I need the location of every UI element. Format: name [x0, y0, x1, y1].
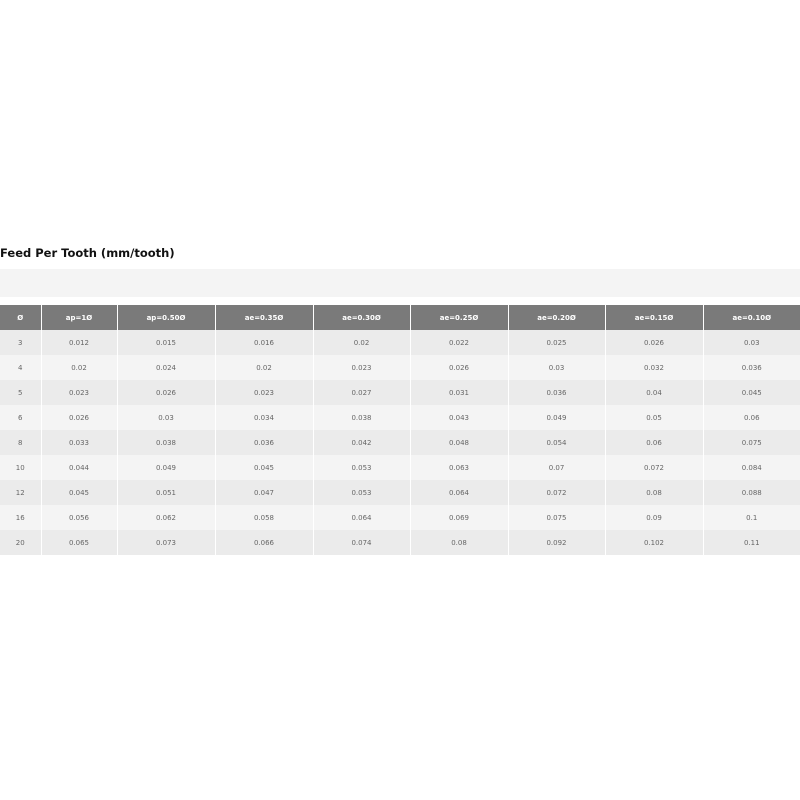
- feed-value-cell: 0.043: [410, 405, 508, 430]
- header-ae-0-15: ae=0.15Ø: [605, 305, 703, 330]
- header-ae-0-20: ae=0.20Ø: [508, 305, 605, 330]
- feed-value-cell: 0.058: [215, 505, 313, 530]
- table-row: [0, 505, 800, 530]
- feed-value-cell: 0.084: [703, 455, 800, 480]
- feed-value-cell: 0.07: [508, 455, 605, 480]
- feed-value-cell: 0.053: [313, 480, 410, 505]
- feed-value-cell: 0.03: [117, 405, 215, 430]
- feed-value-cell: 0.036: [508, 380, 605, 405]
- feed-value-cell: 0.11: [703, 530, 800, 555]
- feed-value-cell: 0.074: [313, 530, 410, 555]
- feed-value-cell: 0.075: [508, 505, 605, 530]
- feed-value-cell: 0.04: [605, 380, 703, 405]
- feed-value-cell: 0.06: [703, 405, 800, 430]
- feed-value-cell: 0.1: [703, 505, 800, 530]
- feed-value-cell: 0.024: [117, 355, 215, 380]
- table-header-row: [0, 305, 800, 330]
- feed-value-cell: 0.065: [41, 530, 117, 555]
- header-ap-0-50: ap=0.50Ø: [117, 305, 215, 330]
- feed-value-cell: 0.075: [703, 430, 800, 455]
- diameter-cell: 20: [0, 530, 41, 555]
- feed-value-cell: 0.034: [215, 405, 313, 430]
- table-row: [0, 380, 800, 405]
- feed-value-cell: 0.02: [313, 330, 410, 355]
- feed-value-cell: 0.026: [41, 405, 117, 430]
- feed-value-cell: 0.045: [215, 455, 313, 480]
- feed-value-cell: 0.023: [313, 355, 410, 380]
- feed-value-cell: 0.06: [605, 430, 703, 455]
- diameter-cell: 12: [0, 480, 41, 505]
- feed-value-cell: 0.051: [117, 480, 215, 505]
- diameter-cell: 16: [0, 505, 41, 530]
- feed-value-cell: 0.049: [508, 405, 605, 430]
- feed-value-cell: 0.036: [215, 430, 313, 455]
- feed-value-cell: 0.042: [313, 430, 410, 455]
- table-row: [0, 455, 800, 480]
- feed-value-cell: 0.08: [605, 480, 703, 505]
- feed-value-cell: 0.032: [605, 355, 703, 380]
- feed-value-cell: 0.038: [117, 430, 215, 455]
- feed-value-cell: 0.047: [215, 480, 313, 505]
- feed-value-cell: 0.092: [508, 530, 605, 555]
- feed-value-cell: 0.08: [410, 530, 508, 555]
- feed-value-cell: 0.012: [41, 330, 117, 355]
- feed-value-cell: 0.09: [605, 505, 703, 530]
- feed-value-cell: 0.073: [117, 530, 215, 555]
- feed-value-cell: 0.03: [508, 355, 605, 380]
- header-ae-0-35: ae=0.35Ø: [215, 305, 313, 330]
- feed-value-cell: 0.066: [215, 530, 313, 555]
- feed-value-cell: 0.102: [605, 530, 703, 555]
- table-row: [0, 430, 800, 455]
- table-row: [0, 405, 800, 430]
- feed-value-cell: 0.069: [410, 505, 508, 530]
- feed-value-cell: 0.02: [41, 355, 117, 380]
- table-body: [0, 330, 800, 555]
- table-row: [0, 330, 800, 355]
- feed-value-cell: 0.072: [605, 455, 703, 480]
- feed-value-cell: 0.045: [703, 380, 800, 405]
- feed-value-cell: 0.044: [41, 455, 117, 480]
- feed-per-tooth-table: [0, 305, 800, 555]
- table-row: [0, 530, 800, 555]
- feed-value-cell: 0.064: [313, 505, 410, 530]
- feed-value-cell: 0.064: [410, 480, 508, 505]
- feed-value-cell: 0.031: [410, 380, 508, 405]
- feed-value-cell: 0.023: [215, 380, 313, 405]
- feed-value-cell: 0.025: [508, 330, 605, 355]
- feed-value-cell: 0.036: [703, 355, 800, 380]
- feed-value-cell: 0.049: [117, 455, 215, 480]
- feed-value-cell: 0.05: [605, 405, 703, 430]
- feed-value-cell: 0.048: [410, 430, 508, 455]
- header-ae-0-10: ae=0.10Ø: [703, 305, 800, 330]
- diameter-cell: 3: [0, 330, 41, 355]
- header-ae-0-25: ae=0.25Ø: [410, 305, 508, 330]
- feed-value-cell: 0.027: [313, 380, 410, 405]
- header-diameter: Ø: [0, 305, 41, 330]
- feed-value-cell: 0.033: [41, 430, 117, 455]
- feed-value-cell: 0.088: [703, 480, 800, 505]
- feed-value-cell: 0.03: [703, 330, 800, 355]
- feed-value-cell: 0.016: [215, 330, 313, 355]
- table-row: [0, 480, 800, 505]
- feed-value-cell: 0.072: [508, 480, 605, 505]
- feed-value-cell: 0.026: [605, 330, 703, 355]
- table-row: [0, 355, 800, 380]
- feed-value-cell: 0.02: [215, 355, 313, 380]
- page-title: Feed Per Tooth (mm/tooth): [0, 246, 175, 260]
- feed-value-cell: 0.054: [508, 430, 605, 455]
- feed-value-cell: 0.045: [41, 480, 117, 505]
- feed-value-cell: 0.056: [41, 505, 117, 530]
- feed-value-cell: 0.023: [41, 380, 117, 405]
- feed-value-cell: 0.022: [410, 330, 508, 355]
- feed-value-cell: 0.038: [313, 405, 410, 430]
- diameter-cell: 8: [0, 430, 41, 455]
- feed-value-cell: 0.062: [117, 505, 215, 530]
- table-caption-band: [0, 269, 800, 297]
- diameter-cell: 4: [0, 355, 41, 380]
- header-ae-0-30: ae=0.30Ø: [313, 305, 410, 330]
- diameter-cell: 6: [0, 405, 41, 430]
- header-ap-1: ap=1Ø: [41, 305, 117, 330]
- feed-value-cell: 0.015: [117, 330, 215, 355]
- feed-value-cell: 0.026: [410, 355, 508, 380]
- feed-value-cell: 0.053: [313, 455, 410, 480]
- diameter-cell: 5: [0, 380, 41, 405]
- diameter-cell: 10: [0, 455, 41, 480]
- feed-value-cell: 0.026: [117, 380, 215, 405]
- feed-value-cell: 0.063: [410, 455, 508, 480]
